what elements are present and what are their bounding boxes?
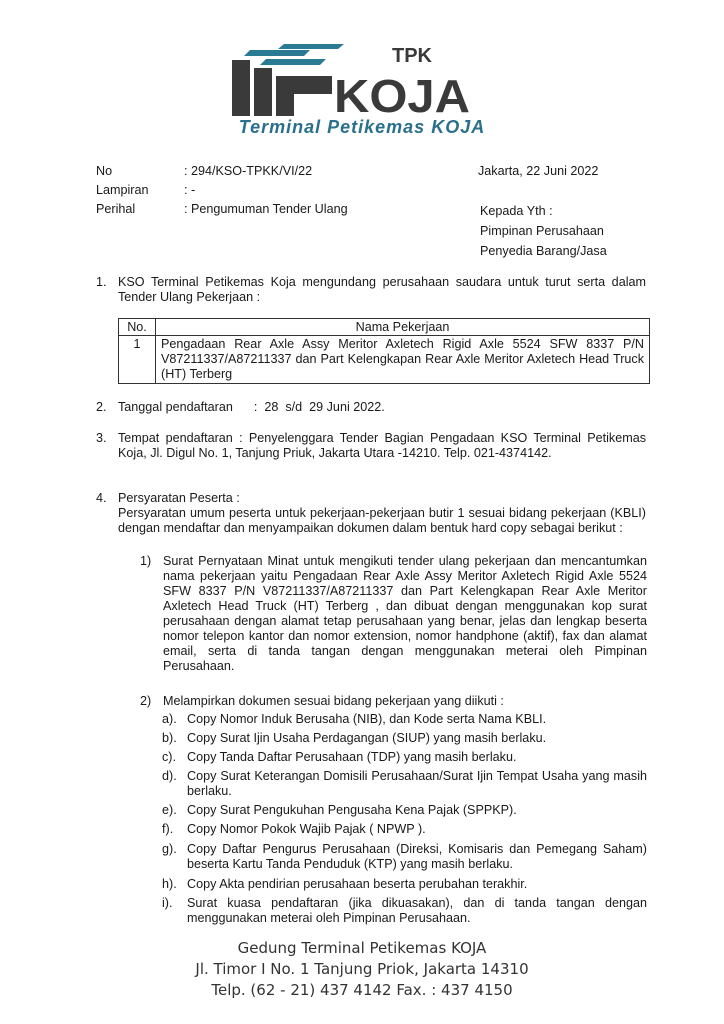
logo-text-small: TPK [392,45,432,67]
section-number: 3. [96,431,107,445]
list-item-letter: h). [162,877,177,891]
list-item-letter: b). [162,731,177,745]
list-item: Copy Daftar Pengurus Perusahaan (Direksi, Komisaris dan Pemegang Saham) beserta Kartu Tanda Penduduk (KTP) yang masih berlaku. [187,842,647,871]
list-item-letter: f). [162,822,174,836]
perihal-label: Perihal [96,202,136,216]
list-item: Copy Surat Ijin Usaha Perdagangan (SIUP) yang masih berlaku. [187,731,547,745]
footer-building: Gedung Terminal Petikemas KOJA [237,939,487,957]
list-item-letter: d). [162,769,177,783]
list-item: Copy Nomor Pokok Wajib Pajak ( NPWP ). [187,822,426,836]
footer-phone: Telp. (62 - 21) 437 4142 Fax. : 437 4150 [211,981,513,999]
list-item-letter: e). [162,803,177,817]
letter-date: Jakarta, 22 Juni 2022 [478,164,599,178]
recipient-line: Pimpinan Perusahaan [480,224,604,238]
logo-text-large: KOJA [334,70,470,116]
list-item-letter: c). [162,750,176,764]
section-number: 4. [96,491,107,505]
subsection-number: 1) [140,554,152,568]
no-value: : 294/KSO-TPKK/VI/22 [184,164,313,178]
subsection-number: 2) [140,694,152,708]
no-label: No [96,164,113,178]
list-item: Copy Tanda Daftar Perusahaan (TDP) yang masih berlaku. [187,750,517,764]
lampiran-value: : - [184,183,196,197]
section4-title: Persyaratan Peserta : [118,491,240,505]
list-item: Copy Nomor Induk Berusaha (NIB), dan Kode serta Nama KBLI. [187,712,547,726]
perihal-value: : Pengumuman Tender Ulang [184,202,348,216]
section1-text: KSO Terminal Petikemas Koja mengundang perusahaan saudara untuk turut serta dalam Tender Ulang Pekerjaan : [118,275,646,304]
list-item-letter: a). [162,712,177,726]
section3-text: Tempat pendaftaran : Penyelenggara Tender Bagian Pengadaan KSO Terminal Petikemas Koja, Jl. Digul No. 1, Tanjung Priuk, Jakarta Utara -14210. Telp. 021-4374142. [118,431,646,460]
table-header-name: Nama Pekerjaan [156,319,650,336]
list-item-letter: i). [162,896,173,910]
company-name: Terminal Petikemas KOJA [238,117,486,137]
list-item: Surat kuasa pendaftaran (jika dikuasakan), dan di tanda tangan dengan menggunakan meterai oleh Pimpinan Perusahaan. [187,896,647,925]
section2-text: Tanggal pendaftaran : 28 s/d 29 Juni 2022. [118,400,385,414]
table-row [119,336,650,384]
section4-intro: Persyaratan umum peserta untuk pekerjaan-pekerjaan butir 1 sesuai bidang pekerjaan (KBLI) dengan mendaftar dan menyampaikan dokumen dalam bentuk hard copy sebagai berikut : [118,506,646,535]
work-table [118,318,650,384]
footer-address: Jl. Timor I No. 1 Tanjung Priok, Jakarta 14310 [195,960,529,978]
list-item-letter: g). [162,842,177,856]
subsection1-text: Surat Pernyataan Minat untuk mengikuti tender ulang pekerjaan dan mencantumkan nama pekerjaan yaitu Pengadaan Rear Axle Assy Meritor Axletech Rigid Axle 5524 SFW 8337 P/N V87211337/A87211337 dan Part Kelengkapan Rear Axle Meritor Axletech Head Truck (HT) Terberg , dan dibuat dengan menggunakan kop surat perusahaan dengan alamat tetap perusahaan yang benar, jelas dan lengkap beserta nomor telepon kantor dan nomor extension, nomor handphone (aktif), fax dan alamat email, serta di tanda tangan dengan menggunakan meterai oleh Pimpinan Perusahaan. [163,554,647,673]
table-cell-no: 1 [119,336,156,384]
recipient-line: Kepada Yth : [480,204,553,218]
section-number: 2. [96,400,107,414]
table-header-no: No. [119,319,156,336]
list-item: Copy Surat Pengukuhan Pengusaha Kena Pajak (SPPKP). [187,803,517,817]
list-item: Copy Surat Keterangan Domisili Perusahaan/Surat Ijin Tempat Usaha yang masih berlaku. [187,769,647,798]
table-cell-name: Pengadaan Rear Axle Assy Meritor Axletech Rigid Axle 5524 SFW 8337 P/N V87211337/A87211337 dan Part Kelengkapan Rear Axle Meritor Axletech Head Truck (HT) Terberg [156,336,650,384]
lampiran-label: Lampiran [96,183,149,197]
subsection2-text: Melampirkan dokumen sesuai bidang pekerjaan yang diikuti : [163,694,504,708]
list-item: Copy Akta pendirian perusahaan beserta perubahan terakhir. [187,877,528,891]
company-logo [232,42,470,116]
section-number: 1. [96,275,107,289]
recipient-line: Penyedia Barang/Jasa [480,244,607,258]
